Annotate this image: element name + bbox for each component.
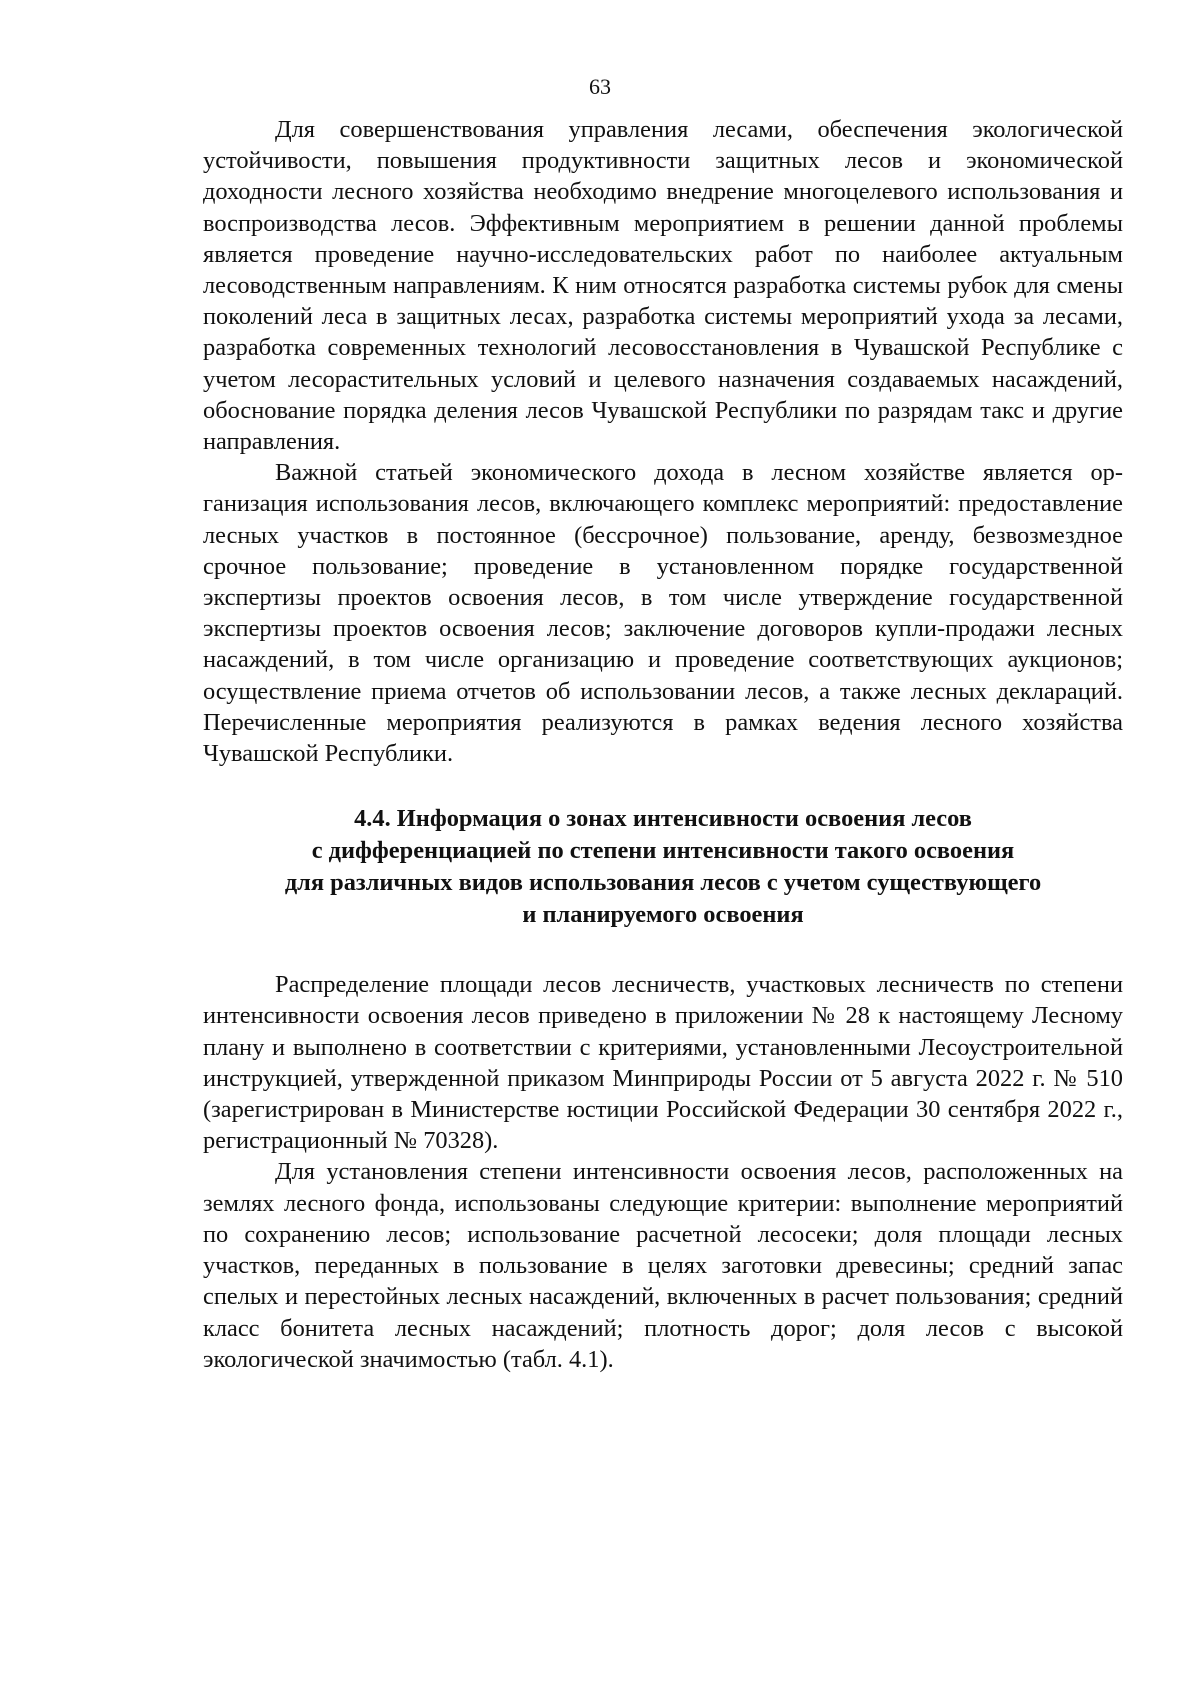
paragraph-economic-income: Важной статьей экономического дохода в лесном хозяйстве является организация использования лесов, включающего комплекс мероприятий: предоставление лесных участков в постоянное (бессрочное) пользование, аренду, безвозмездное срочное пользование; проведение в установленном порядке государственной экспертизы проектов освоения лесов, в том числе утверждение государственной экспертизы проектов освоения лесов; заключение договоров купли-продажи лесных насаждений, в том числе организацию и проведение соответствующих аукционов; осуществление приема отчетов об использовании лесов, а также лесных деклараций. Перечисленные мероприятия реализуются в рамках ведения лесного хозяйства Чувашской Республики. bbox=[203, 459, 1123, 768]
paragraph-area-distribution: Распределение площади лесов лесничеств, участковых лесничеств по степени интенсивности освоения лесов приведено в приложении № 28 к настоящему Лесному плану и выполнено в соответствии с критериями, установленными Лесоустроительной инструкцией, утвержденной приказом Минприроды России от 5 августа 2022 г. № 510 (зарегистрирован в Министерстве юстиции Российской Федерации 30 сентября 2022 г., регистрационный № 70328). bbox=[203, 971, 1123, 1155]
section-heading-line-3: для различных видов использования лесов с учетом существующего bbox=[284, 869, 1042, 897]
section-heading-line-1: 4.4. Информация о зонах интенсивности освоения лесов bbox=[354, 805, 972, 833]
section-heading-line-4: и планируемого освоения bbox=[522, 901, 804, 929]
section-heading-line-2: с дифференциацией по степени интенсивности такого освоения bbox=[311, 837, 1015, 865]
paragraph-forest-management: Для совершенствования управления лесами, обеспечения экологической устойчивости, повышения продуктивности защитных лесов и экономической доходности лесного хозяйства необходимо внедрение многоцелевого использования и воспроизводства лесов. Эффективным мероприятием в решении данной проблемы является проведение научно-исследовательских работ по наиболее актуальным лесоводственным направлениям. К ним относятся разработка системы рубок для смены поколений леса в защитных лесах, разработка системы мероприятий ухода за лесами, разработка современных технологий лесовосстановления в Чувашской Республике с учетом лесорастительных условий и целевого назначения создаваемых насаждений, обоснование порядка деления лесов Чувашской Республики по разрядам такс и другие направления. bbox=[203, 116, 1123, 456]
section-heading bbox=[203, 803, 1123, 931]
page-number: 63 bbox=[589, 74, 611, 99]
page-content bbox=[203, 114, 1123, 1375]
paragraph-intensity-criteria: Для установления степени интенсивности освоения лесов, расположенных на землях лесного фонда, использованы следующие критерии: выполнение мероприятий по сохранению лесов; использование расчетной лесосеки; доля площади лесных участков, переданных в пользование в целях заготовки древесины; средний запас спелых и перестойных лесных насаждений, включенных в расчет пользования; средний класс бонитета лесных насаждений; плотность дорог; доля лесов с высокой экологической значимостью (табл. 4.1). bbox=[203, 1158, 1123, 1373]
